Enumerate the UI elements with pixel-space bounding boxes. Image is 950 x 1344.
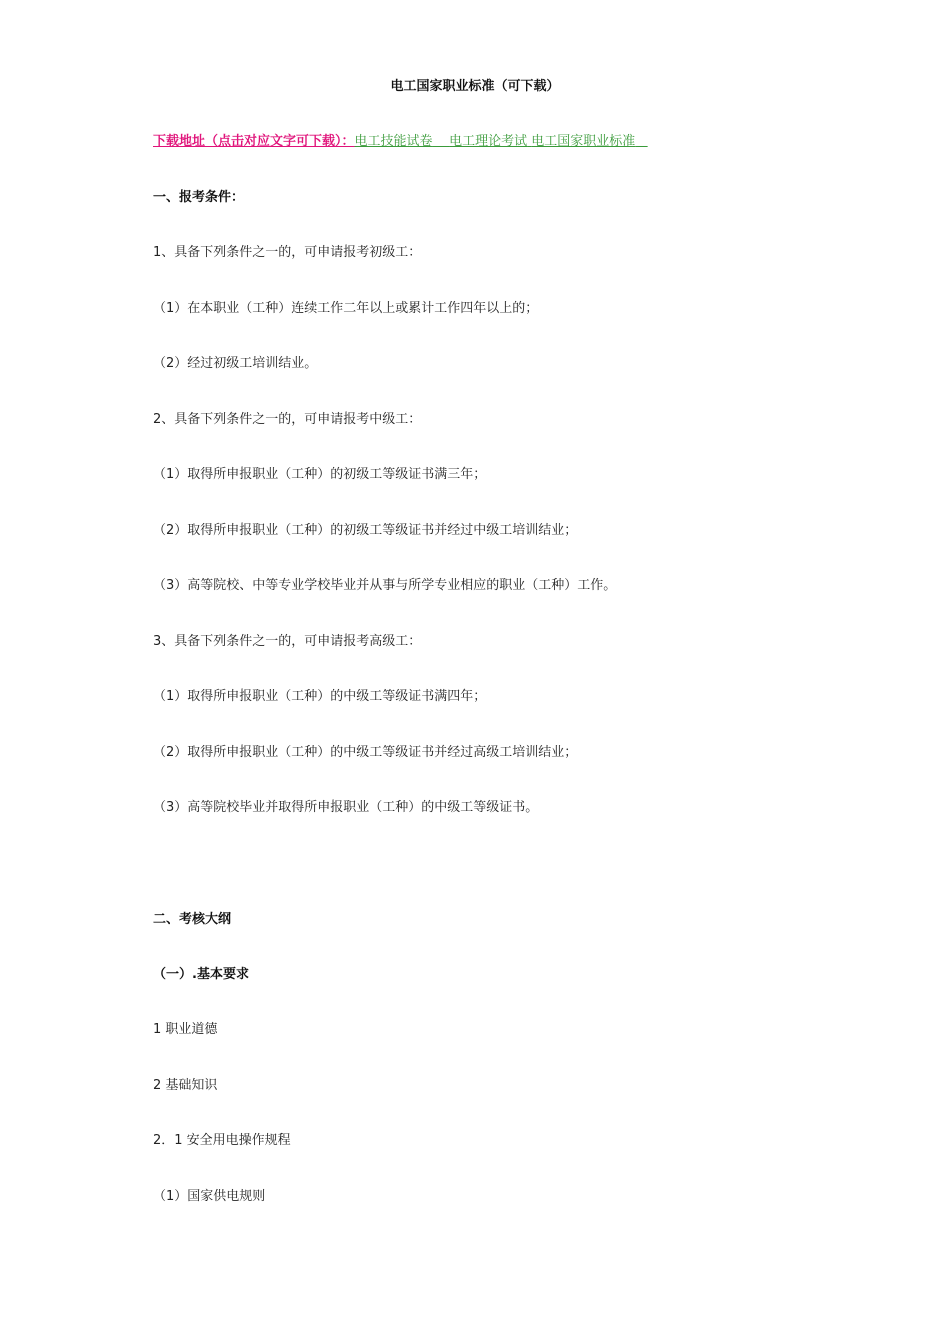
download-link-national-standard[interactable]: 电工国家职业标准 — [531, 134, 636, 149]
outline-item: （1）国家供电规则 — [153, 1189, 266, 1204]
download-link-spacer-1 — [433, 134, 450, 149]
condition-item: （1）取得所申报职业（工种）的中级工等级证书满四年； — [153, 689, 487, 704]
condition-item: （3）高等院校毕业并取得所申报职业（工种）的中级工等级证书。 — [153, 800, 539, 815]
condition-item: （1）取得所申报职业（工种）的初级工等级证书满三年； — [153, 467, 487, 482]
condition-item: （2）取得所申报职业（工种）的初级工等级证书并经过中级工培训结业； — [153, 523, 578, 538]
section2-heading: 二、考核大纲 — [153, 912, 232, 927]
condition-item: （2）经过初级工培训结业。 — [153, 356, 318, 371]
download-link-spacer-3 — [635, 134, 647, 149]
download-link-skill-test[interactable]: 电工技能试卷 — [354, 134, 433, 149]
outline-item: 1 职业道德 — [153, 1022, 218, 1037]
condition-group-1: 1、具备下列条件之一的，可申请报考初级工： — [153, 245, 422, 260]
condition-group-3: 3、具备下列条件之一的，可申请报考高级工： — [153, 634, 422, 649]
outline-item: 2 基础知识 — [153, 1078, 218, 1093]
download-line — [153, 133, 648, 151]
condition-item: （2）取得所申报职业（工种）的中级工等级证书并经过高级工培训结业； — [153, 745, 578, 760]
condition-group-2: 2、具备下列条件之一的，可申请报考中级工： — [153, 412, 422, 427]
document-title: 电工国家职业标准（可下载） — [390, 79, 560, 94]
outline-item: 2．1 安全用电操作规程 — [153, 1133, 291, 1148]
section1-heading: 一、报考条件： — [153, 190, 245, 205]
condition-item: （3）高等院校、中等专业学校毕业并从事与所学专业相应的职业（工种）工作。 — [153, 578, 617, 593]
download-label: 下载地址（点击对应文字可下载）： — [153, 134, 355, 149]
download-link-theory-exam[interactable]: 电工理论考试 — [449, 134, 528, 149]
condition-item: （1）在本职业（工种）连续工作二年以上或累计工作四年以上的； — [153, 301, 539, 316]
section2-subheading: （一）.基本要求 — [153, 967, 249, 982]
